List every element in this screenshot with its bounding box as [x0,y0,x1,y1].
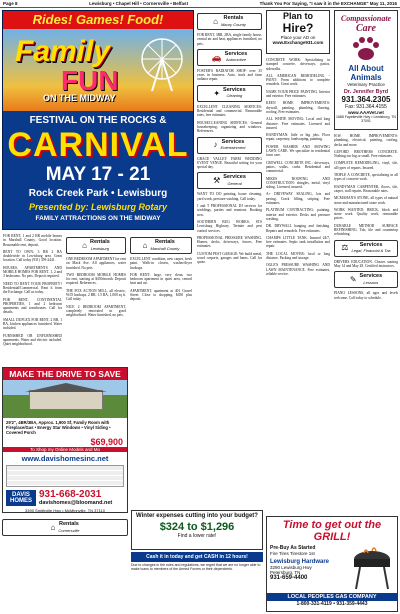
grill-sub: Pre-Buy As Started [270,545,316,551]
listing: THE FOX ACTION MILL, all electric, W/D hookups, 2 BR, 1.5 BA, 1,000 sq ft. Call today. [66,288,126,302]
carnival-presenter: Presented by: Lewisburg Rotary [28,202,168,212]
category-header: ♪ Services Entertainment [197,137,262,154]
vet-doctor: Dr. Jennifer Byrd [343,89,389,95]
disclaimer: Due to changes in the rules and regulations, we regret that we are no longer able to make loans to members of the Armed Forces or their dependents. [131,563,261,571]
column-2 [66,234,126,364]
listing: NICE 2 BEDROOM APARTMENT, completely renovated in good neighborhood. Water furnished, no pets. [66,304,126,318]
house-icon: ⌂ [142,240,148,250]
davis-address: 3390 Smithville Hwy • McMinnville, TN 37110 [25,508,105,513]
category-header: ⌂ Rentals Marshall County [130,237,192,254]
plan-to: Plan to [282,11,313,21]
vet-practice: Veterinary Practice [347,82,385,87]
home-listing-text: 29'2", 4BR/3BA, Approx. 1,900 Sf, Family Room with Fireplace/Gas • Energy Star Windows • Vinyl Siding • Covered Porch [6,420,111,435]
listing: ONE BEDROOM APARTMENT for rent on Mack Ave. All appliances, water furnished. No pets. [66,257,126,270]
davis-url[interactable]: www.davishomesinc.net [21,454,109,463]
category-header: ⌂ Rentals Cornersville [2,519,128,536]
header-tagline: Thank You For Saying, "I saw it in the EXCHANGE" May 11, 2016 [259,1,397,6]
loan-ad [131,510,263,550]
carnival-word: CARNIVAL [7,126,189,164]
vet-fax: Fax: 931.364.4155 [345,104,387,110]
davis-logo: DAVIS HOMES [6,490,36,506]
page-number: Page 8 [3,1,18,6]
listing: SOUTHERN BUG WORKS, STS Lewisburg Highway. Termite and pest control services. [197,219,262,233]
carnival-location: Rock Creek Park • Lewisburg [28,188,168,199]
column-5 [266,58,330,563]
listing: HOUSES, APARTMENTS AND MOBILE HOMES FOR RENT. 1, 2 and 3 bedrooms. No pets. Deposit required. [3,265,62,279]
family-word: Family [15,35,111,68]
listing: GUFORD BROTHERS CONCRETE. Nothing too big or small. Free estimates. [334,149,398,159]
shop-online: To Shop my Online Models and Mo [3,447,127,452]
propane-phone: 1-800-331-4119 • 931-359-4443 [296,601,368,607]
vet-address: 1688 Fayetteville Hwy • Lewisburg, TN 37091 [336,115,396,123]
category-header: 🚗 Services Automotive [197,49,262,66]
column-4 [197,10,262,508]
davis-homes-ad [2,367,128,513]
broom-icon: ✦ [213,88,221,98]
plan-hire-ad [266,10,330,54]
house-icon: ⌂ [50,522,56,532]
listing: ALL WHITE MOVING: Local and long distance. Free estimates. Licensed and insured. [266,117,330,130]
grill-title: Time to get out the GRILL! [282,519,382,543]
carnival-dates: MAY 17 - 21 [45,164,151,185]
grill-icon [350,545,394,591]
ferris-wheel-icon [137,35,187,91]
listing: POWER WASHER AND MOWING LAWN CARE. We specialize in residential lawn care. [266,144,330,158]
listing: RENT TO OWN: 3 BR 2 BA doublewide in Lewisburg area. Great location. Call today (931) 359-2441. [3,249,62,263]
listing: A+ DRIVEWAY SEALING, lots and paving. Crack filling, striping. Free estimates. [266,192,330,206]
listing: CONCRETE WORK: Specializing in stamped concrete, driveways, patios, sidewalks. [266,58,330,71]
bottom-rule [2,516,128,612]
listing: COMPLETE REMODELING, vinyl, tile, all types of repairs. Insured. [334,161,398,170]
listing: MCMAHAN'S STONE, all types of natural stone and manufactured stone work. [334,196,398,205]
column-1 [3,234,62,364]
listing: EXCELLENT CLEANING SERVICES: Residential and commercial. Reasonable rates, free estimates. [197,104,262,118]
grill-address: 3290 Lewisburg Hwy [270,565,312,570]
make-drive-banner: MAKE THE DRIVE TO SAVE [3,368,127,380]
midway-graphic [3,29,193,111]
listing: FOR RENT, 3BR, 2BA, single family house, central air and heat, appliances furnished, no pets. [197,33,262,46]
winter-heading: Winter expenses cutting into your budget? [136,513,258,519]
listing: WANT TO DO painting, house cleaning, yard work, pressure washing. Call today. [197,192,262,201]
festival-line: FESTIVAL ON THE ROCKS & [29,115,167,126]
book-icon: ✎ [349,274,357,284]
davis-email: davishomes@bloomand.net [39,500,113,506]
rides-banner: Rides! Games! Food! [3,11,193,29]
listing: KEEN HOME IMPROVEMENTS: drywall, painting, plumbing, flooring, roofing. Free estimates. [266,101,330,114]
grill-phone: 931-659-4400 [270,575,308,581]
listing: NAME YOUR PRICE PAINTING. Interior and exterior. Free estimates. [266,89,330,99]
model-list [3,465,127,487]
listing: FURNISHED OR UNFURNISHED apartments. Water and electric included. Quiet neighborhood. [3,333,62,347]
listing: CROWELL CONCRETE INC.: driveways, patios, walks, curbs. Residential and commercial. [266,160,330,174]
listing: SMALL DUPLEX FOR RENT, 2 BR, 1 BA, kitchen appliances furnished. Water included. [3,317,62,331]
propane-brand: LOCAL PEOPLES GAS COMPANY [267,593,397,601]
column-6 [334,134,398,514]
listing: FOSTER'S RADIATOR SHOP: over 35 years in business. Auto, truck and farm radiator repair. [197,68,262,82]
listing: J and T PROFESSIONAL DJ services for weddings, parties and reunions. Booking now. [197,204,262,217]
vet-phone: 931.364.2305 [341,95,391,104]
category-header: ⚖ Services Legal, Financial & Tax [334,240,398,257]
grill-ad [266,516,398,612]
grill-brand: Lewisburg Hardware [270,559,330,565]
column-3 [130,234,192,364]
car-icon: 🚗 [211,52,222,62]
listing: HANDYMAN CARPENTER, floors, tile, carpet, wall repairs. Reasonable rates. [334,184,398,193]
listing: WORK WANTED: BRICK, block and stone work. Quality work, reasonable prices. [334,207,398,221]
category-header: ✦ Services Cleaning [197,85,262,102]
listing: PROFESSIONAL PRESSURE WASHING. Homes, decks, driveways, fences. Free estimates. [197,235,262,249]
listing: CUSTOM PEST GARAGE: We build metal, wood carports, garages and barns. Call for quote. [197,251,262,265]
category-header: ⌂ Rentals Maury County [197,13,262,30]
listing: DR. DRYWALL hanging and finishing. Repairs and remodels. Free estimates. [266,224,330,233]
listing: GRACE VALLEY FARM WEDDING EVENT VENUE. Beautiful setting for your special day. [197,156,262,170]
listing: FOR RENT, CONTINENTAL PROPERTIES, 1 and 2 bedroom apartments and townhouses. Call for details. [3,297,62,315]
grill-sub2: Fire Tires Tirestore 1st [270,551,315,556]
category-header: ⚒ Services General [197,172,262,189]
exchange-url[interactable]: www.Exchange931.com [272,40,324,45]
listing: CHAMPS LITTLE TANK. Insured 24/7, free estimates. Septic tank installation and repair. [266,235,330,249]
carnival-ad [2,10,194,230]
listing: APARTMENT, apartment at 401 Gravel Street. Close to shopping, $450 plus deposit. [130,288,192,302]
listing: NEED TO RENT YOUR PROPERTY? Residential/Commercial. Rent it from the Exchange. Call us today. [3,281,62,295]
listing: EXCELLENT condition, new carpet, fresh paint. Walk-in closets, washer/dryer hookups. [130,257,192,270]
fun-word: FUN [61,65,119,96]
listing: H.W. HOME IMPROVEMENTS: plumbing, electrical, painting, roofing, decks and more. [334,134,398,147]
listing: PIANO LESSONS, all ages and levels welcome. Call today to schedule. [334,291,398,300]
home-photo [3,380,127,418]
compassionate-title: Compassionate [340,14,392,23]
page-header [0,0,400,8]
care-word: Care [356,23,376,34]
listing: ALL AMERICAN REMODELING - PAINT: From additions to complete remodels. Great work. [266,73,330,87]
family-attractions: FAMILY ATTRACTIONS ON THE MIDWAY [35,215,161,222]
music-icon: ♪ [213,140,218,150]
home-price: $69,900 [90,437,123,447]
house-icon: ⌂ [82,240,87,250]
listing: DRIVERS EDUCATION. Classes starting May 14 and May 28. Certified instructors. [334,259,398,268]
listing: FOR RENT, 1 and 2 BR mobile homes in Marshall County. Good location. Reasonable rent, deposit. [3,234,62,247]
category-header: ✎ Services Lessons [334,271,398,288]
hire-word: Hire? [282,21,314,35]
listing: MIKES ROOFING AND CONSTRUCTION: shingles, metal, vinyl siding. Licensed, insured. [266,176,330,190]
grill-city: Petersburg, TN [270,570,301,575]
listing: FOR RENT: large, very clean, two bedroom apartment in quiet area, central heat and air. [130,272,192,286]
davis-phone: 931-668-2031 [39,489,102,500]
vet-brand: All About Animals [348,64,384,82]
cash-banner: Cash it in today and get CASH in 12 hours! [131,552,263,562]
place-ad: Place your AD on [280,35,316,40]
vet-web[interactable]: www.AAAVet.net [348,110,384,115]
listing: TRIPLE A CONCRETE, specializing in all types of concrete work. [334,173,398,182]
paw-icon [346,36,386,62]
listing: THE LOCAL MOVER: local or long distance. Packing and storage. [266,251,330,260]
wrench-icon: ⚒ [213,176,221,186]
listing: PLATINUM CONTRACTING: painting, interior and exterior. Decks and pressure washing. [266,208,330,221]
listing: HANDYMAN: little or big jobs. Floor repair, carpentry, landscaping, painting. [266,133,330,142]
listing: DURABLE METHOD SURFACE REFINISHING. Tub, tile and countertop refinishing. [334,223,398,237]
vet-ad [334,10,398,130]
midway-word: ON THE MIDWAY [43,93,116,103]
loan-sub: Find a lower rate! [177,533,217,539]
category-header: ⌂ Rentals Lewisburg [66,237,126,254]
house-icon: ⌂ [213,16,218,26]
loan-amount: $324 to $1,296 [159,521,235,533]
header-towns: Lewisburg • Chapel Hill • Cornersville • Belfast [89,1,189,6]
scales-icon: ⚖ [341,243,349,253]
listing: OGLE'S PRESSURE WASHING AND LAWN MAINTENANCE. Free estimates, reliable service. [266,263,330,276]
listing: HOUSECLEANING SERVICES. General housekeeping, organizing and windows. References. [197,120,262,134]
listing: TWO BEDROOM MOBILE HOMES for rent, starting at $450/month. Deposit required. References. [66,272,126,286]
